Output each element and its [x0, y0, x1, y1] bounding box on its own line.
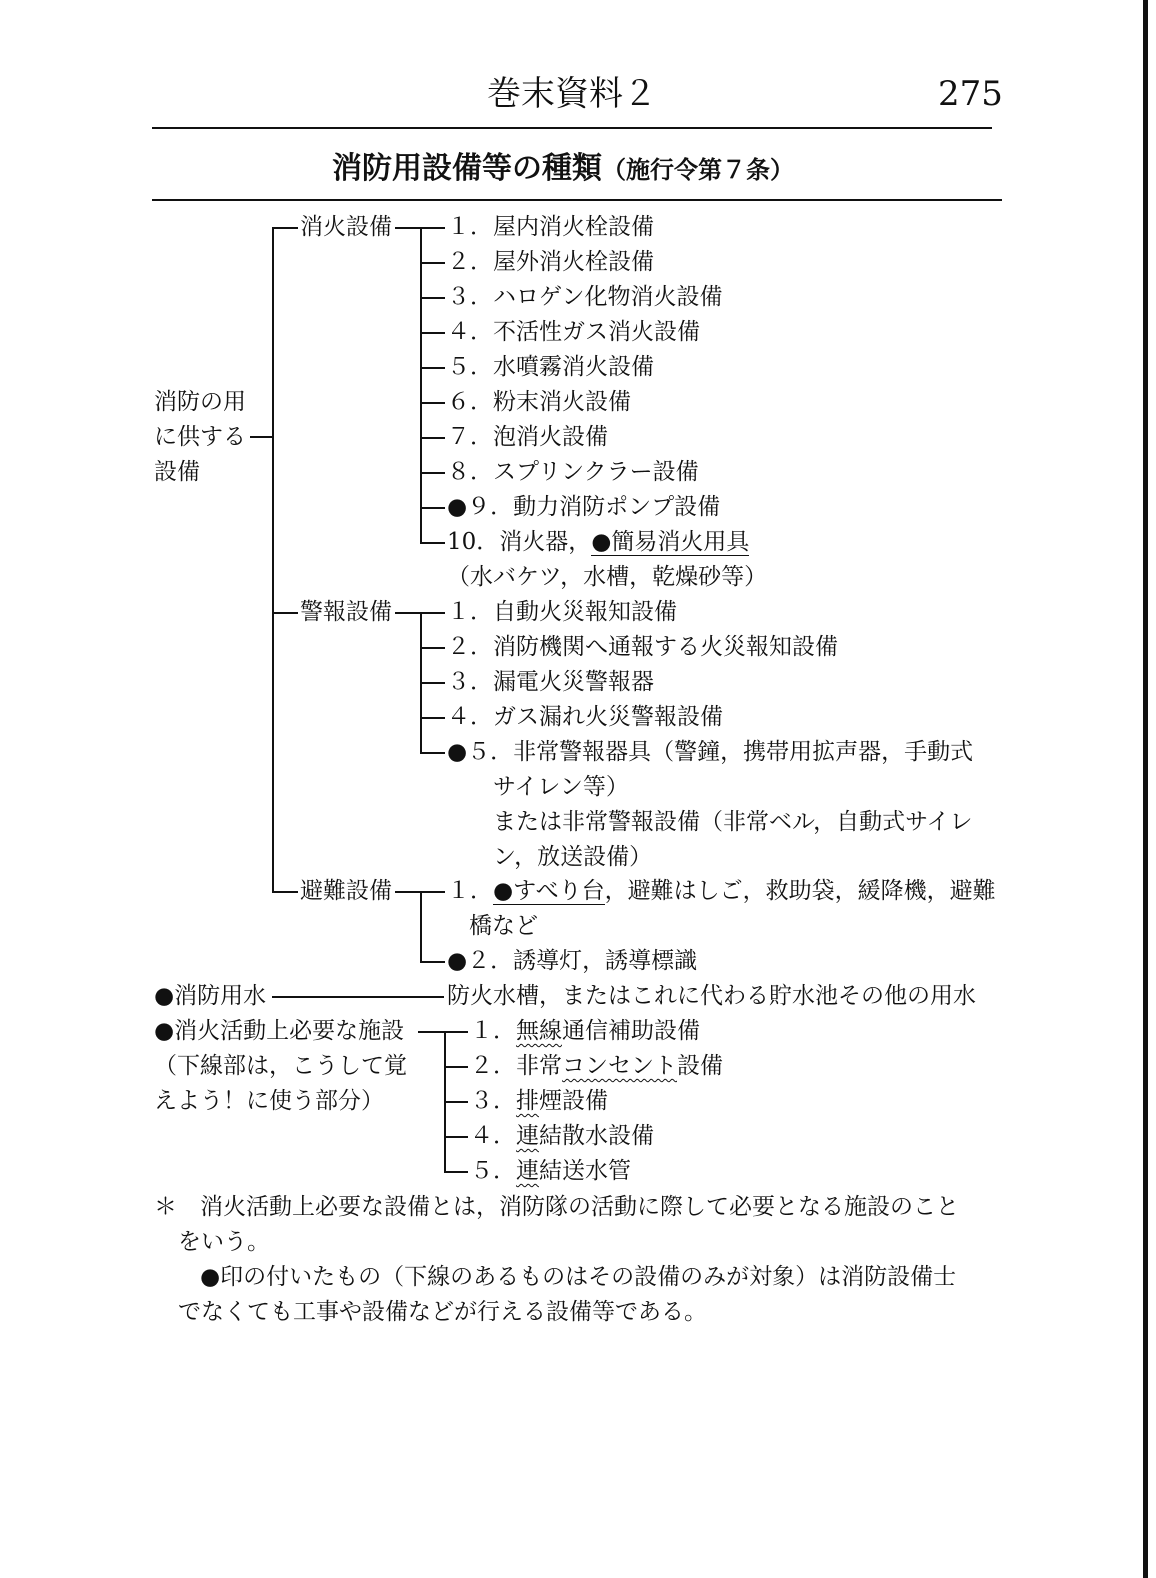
firefighting-note: （下線部は，こうして覚: [154, 1053, 407, 1079]
list-item: ●２．誘導灯，誘導標識: [447, 948, 698, 974]
list-item: [470, 1156, 631, 1186]
item-rest: 設備: [677, 1053, 723, 1079]
item-num: ５．: [470, 1158, 516, 1184]
firefighting-note: えよう！に使う部分）: [154, 1088, 384, 1114]
firefighting-label: ●消火活動上必要な施設: [154, 1018, 405, 1044]
alarm-label: 警報設備: [300, 599, 392, 625]
item10-underlined: ●簡易消火用具: [591, 529, 750, 555]
root-label-line1: 消防の用: [154, 389, 246, 415]
list-item: [470, 1121, 654, 1151]
mnemonic-wavy: コンセント: [562, 1053, 677, 1079]
list-item: ４．不活性ガス消火設備: [447, 319, 700, 345]
footnote-line: でなくても工事や設備などが行える設備等である。: [178, 1299, 707, 1325]
evac-item1-underlined: ●すべり台: [493, 878, 605, 904]
title-main: 消防用設備等の種類: [332, 151, 602, 186]
evacuation-label: 避難設備: [300, 878, 392, 904]
title-sub: （施行令第７条）: [602, 156, 794, 184]
mnemonic-wavy: 無線: [516, 1018, 562, 1044]
list-item: [447, 527, 749, 557]
list-item-cont: サイレン等）: [493, 774, 629, 800]
item-rest: 煙設備: [539, 1088, 608, 1114]
item-num: ２．: [470, 1053, 516, 1079]
evac-item1-rest: ，避難はしご，救助袋，緩降機，避難: [604, 878, 996, 904]
list-item: ６．粉末消火設備: [447, 389, 631, 415]
extinguishing-label: 消火設備: [300, 214, 392, 240]
evac-item1-prefix: １．: [447, 878, 493, 904]
item-rest: 結送水管: [539, 1158, 631, 1184]
footnote-line: 消火活動上必要な設備とは，消防隊の活動に際して必要となる施設のこと: [200, 1194, 959, 1220]
item-rest: 通信補助設備: [562, 1018, 700, 1044]
root-label-line2: に供する: [154, 424, 246, 450]
list-item: ７．泡消火設備: [447, 424, 608, 450]
section-heading: 巻末資料２: [487, 74, 657, 114]
list-item: ３．漏電火災警報器: [447, 669, 654, 695]
root-label-line3: 設備: [154, 459, 200, 485]
list-item: １．自動火災報知設備: [447, 599, 677, 625]
list-item: ●５．非常警報器具（警鐘，携帯用拡声器，手動式: [447, 739, 974, 765]
page-number: 275: [938, 74, 1003, 114]
list-item: ２．屋外消火栓設備: [447, 249, 654, 275]
item10-continuation: （水バケツ，水槽，乾燥砂等）: [447, 564, 768, 590]
list-item: １．屋内消火栓設備: [447, 214, 654, 240]
water-label: ●消防用水: [154, 983, 267, 1009]
list-item: [447, 876, 996, 906]
footnote-line: をいう。: [178, 1229, 270, 1255]
list-item: ８．スプリンクラー設備: [447, 459, 699, 485]
list-item: ２．消防機関へ通報する火災報知設備: [447, 634, 838, 660]
footnote-line: ●印の付いたもの（下線のあるものはその設備のみが対象）は消防設備士: [200, 1264, 957, 1290]
mnemonic-wavy: 連: [516, 1158, 539, 1184]
header-rule: [152, 127, 992, 129]
water-description: 防火水槽，またはこれに代わる貯水池その他の用水: [447, 983, 976, 1009]
page-edge: [1143, 0, 1148, 1578]
list-item: [470, 1016, 700, 1046]
item10-prefix: 10．消火器，: [447, 529, 592, 555]
page-title: [332, 150, 794, 189]
list-item: ３．ハロゲン化物消火設備: [447, 284, 723, 310]
list-item-cont: 橋など: [469, 913, 538, 939]
list-item: ５．水噴霧消火設備: [447, 354, 654, 380]
item-num: １．: [470, 1018, 516, 1044]
title-rule: [152, 199, 1002, 201]
mnemonic-wavy: 連: [516, 1123, 539, 1149]
item-num: ３．: [470, 1088, 516, 1114]
list-item: [470, 1086, 608, 1116]
item-num: ４．: [470, 1123, 516, 1149]
list-item-cont: ン，放送設備）: [493, 844, 653, 870]
list-item: [470, 1051, 723, 1081]
footnote-mark: ＊: [154, 1194, 177, 1220]
list-item: ４．ガス漏れ火災警報設備: [447, 704, 723, 730]
mnemonic-wavy: 排: [516, 1088, 539, 1114]
list-item: ●９．動力消防ポンプ設備: [447, 494, 721, 520]
item-rest: 結散水設備: [539, 1123, 654, 1149]
item-pre: 非常: [516, 1053, 562, 1079]
list-item-cont: または非常警報設備（非常ベル，自動式サイレ: [493, 809, 973, 835]
